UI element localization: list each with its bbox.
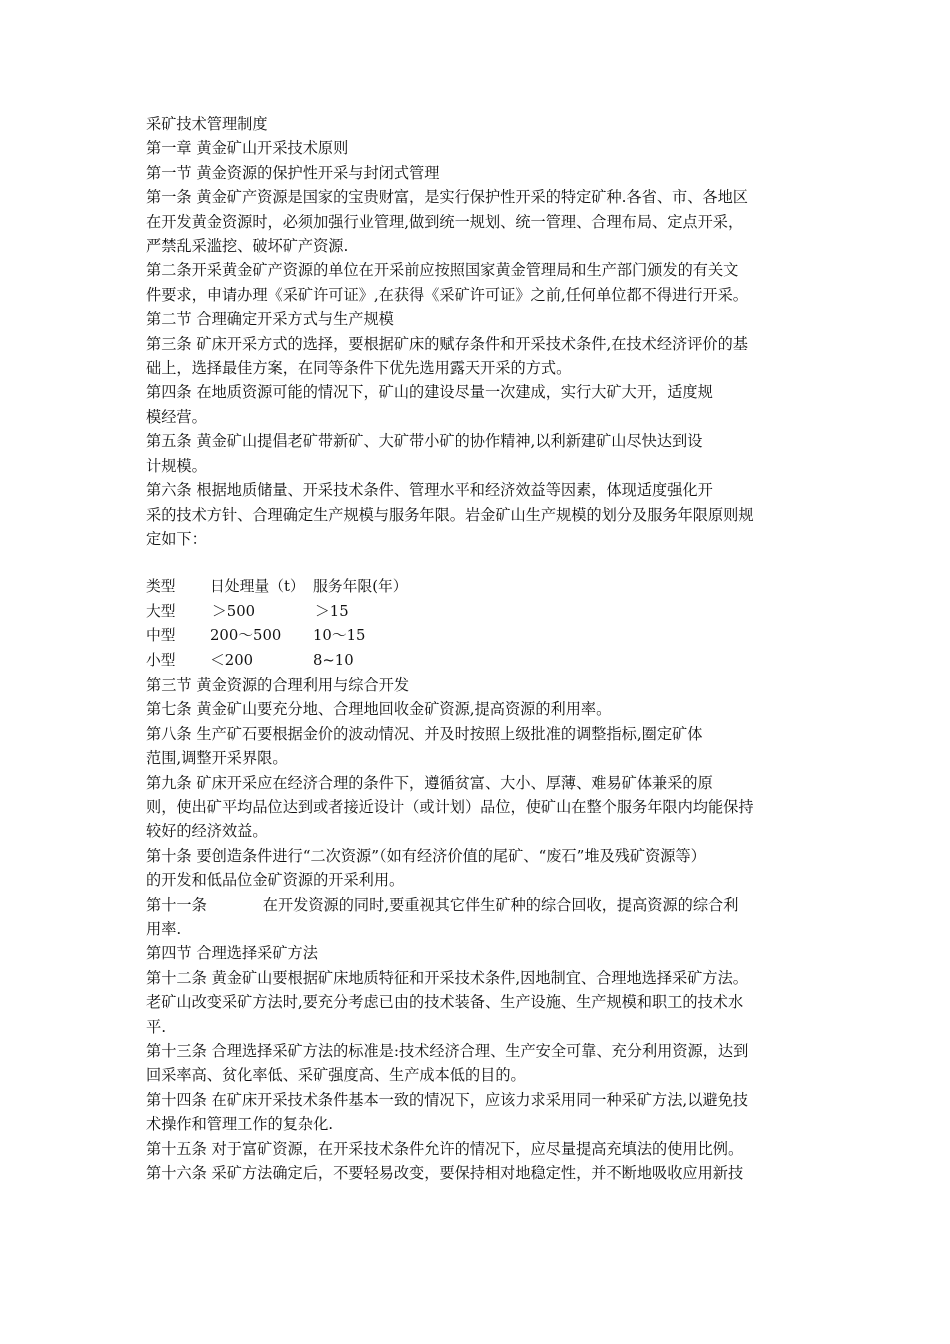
article-9-line: 较好的经济效益。 (146, 822, 268, 841)
document-title: 采矿技术管理制度 (146, 115, 268, 133)
table-cell: 小型 (146, 651, 176, 669)
article-6-line: 第六条 根据地质储量、开采技术条件、管理水平和经济效益等因素，体现适度强化开 (146, 481, 713, 500)
table-cell: ＞500 (212, 602, 256, 620)
scale-table (146, 575, 816, 673)
table-cell: 大型 (146, 602, 176, 620)
article-1-line: 第一条 黄金矿产资源是国家的宝贵财富，是实行保护性开采的特定矿种.各省、市、各地区 (146, 188, 748, 207)
article-3-line: 第三条 矿床开采方式的选择，要根据矿床的赋存条件和开采技术条件,在技术经济评价的基 (146, 334, 748, 353)
article-10-line: 的开发和低品位金矿资源的开采利用。 (146, 871, 405, 890)
table-cell: 中型 (146, 627, 176, 645)
table-header-row (146, 575, 816, 599)
article-4-line: 模经营。 (146, 407, 207, 426)
article-8-line: 第八条 生产矿石要根据金价的波动情况、并及时按照上级批准的调整指标,圈定矿体 (146, 724, 703, 743)
article-12-line: 老矿山改变采矿方法时,要充分考虑已由的技术装备、生产设施、生产规模和职工的技术水 (146, 993, 744, 1012)
article-12-line: 第十二条 黄金矿山要根据矿床地质特征和开采技术条件,因地制宜、合理地选择采矿方法。 (146, 968, 748, 987)
article-8-line: 范围,调整开采界限。 (146, 749, 288, 768)
article-16-line: 第十六条 采矿方法确定后，不要轻易改变，要保持相对地稳定性，并不断地吸收应用新技 (146, 1164, 744, 1183)
article-11-line (146, 893, 816, 917)
article-3-line: 础上，选择最佳方案，在同等条件下优先选用露天开采的方式。 (146, 359, 572, 378)
table-cell: ＞15 (315, 602, 349, 620)
table-row (146, 624, 816, 648)
table-cell: ＜200 (210, 651, 254, 669)
article-2-line: 第二条开采黄金矿产资源的单位在开采前应按照国家黄金管理局和生产部门颁发的有关文 (146, 261, 739, 280)
article-15-line: 第十五条 对于富矿资源，在开采技术条件允许的情况下，应尽量提高充填法的使用比例。 (146, 1139, 744, 1158)
article-10-line: 第十条 要创造条件进行“二次资源”（如有经济价值的尾矿、“废石”堆及残矿资源等） (146, 846, 706, 865)
article-11-text: 在开发资源的同时,要重视其它伴生矿种的综合回收，提高资源的综合利 (262, 895, 739, 914)
article-9-line: 第九条 矿床开采应在经济合理的条件下，遵循贫富、大小、厚薄、难易矿体兼采的原 (146, 773, 713, 792)
article-13-line: 第十三条 合理选择采矿方法的标准是:技术经济合理、生产安全可靠、充分利用资源，达到 (146, 1042, 749, 1061)
article-12-line: 平. (146, 1017, 167, 1036)
table-row (146, 600, 816, 624)
article-5-line: 计规模。 (146, 456, 207, 475)
blank-line (146, 551, 816, 575)
section-heading: 第三节 黄金资源的合理利用与综合开发 (146, 675, 410, 694)
article-11-label: 第十一条 (146, 895, 207, 914)
article-1-line: 严禁乱采滥挖、破坏矿产资源. (146, 237, 349, 256)
article-1-line: 在开发黄金资源时，必须加强行业管理,做到统一规划、统一管理、合理布局、定点开采， (146, 212, 744, 231)
article-2-line: 件要求，申请办理《采矿许可证》,在获得《采矿许可证》之前,任何单位都不得进行开采。 (146, 285, 748, 304)
table-header-cell: 类型 (146, 578, 176, 596)
section-heading: 第一节 黄金资源的保护性开采与封闭式管理 (146, 163, 440, 182)
article-6-line: 定如下： (146, 529, 207, 548)
article-4-line: 第四条 在地质资源可能的情况下，矿山的建设尽量一次建成，实行大矿大开，适度规 (146, 383, 713, 402)
table-header-cell: 服务年限(年） (313, 578, 408, 596)
article-5-line: 第五条 黄金矿山提倡老矿带新矿、大矿带小矿的协作精神,以利新建矿山尽快达到设 (146, 432, 703, 451)
section-heading: 第二节 合理确定开采方式与生产规模 (146, 310, 394, 329)
article-14-line: 第十四条 在矿床开采技术条件基本一致的情况下，应该力求采用同一种采矿方法,以避免技 (146, 1090, 748, 1109)
section-heading: 第四节 合理选择采矿方法 (146, 944, 318, 963)
article-13-line: 回采率高、贫化率低、采矿强度高、生产成本低的目的。 (146, 1066, 526, 1085)
table-header-cell: 日处理量（t） (210, 578, 305, 596)
chapter-heading: 第一章 黄金矿山开采技术原则 (146, 139, 349, 158)
article-7-line: 第七条 黄金矿山要充分地、合理地回收金矿资源,提高资源的利用率。 (146, 700, 612, 719)
document-body (146, 112, 816, 1185)
article-14-line: 术操作和管理工作的复杂化. (146, 1115, 334, 1134)
table-cell: 200～500 (210, 627, 282, 645)
article-9-line: 则，使出矿平均品位达到或者接近设计（或计划）品位，使矿山在整个服务年限内均能保持 (146, 797, 754, 816)
article-11-line: 用率. (146, 920, 182, 938)
article-6-line: 采的技术方针、合理确定生产规模与服务年限。岩金矿山生产规模的划分及服务年限原则规 (146, 505, 754, 524)
table-row (146, 649, 816, 673)
table-cell: 8~10 (313, 651, 354, 669)
table-cell: 10～15 (313, 627, 366, 645)
